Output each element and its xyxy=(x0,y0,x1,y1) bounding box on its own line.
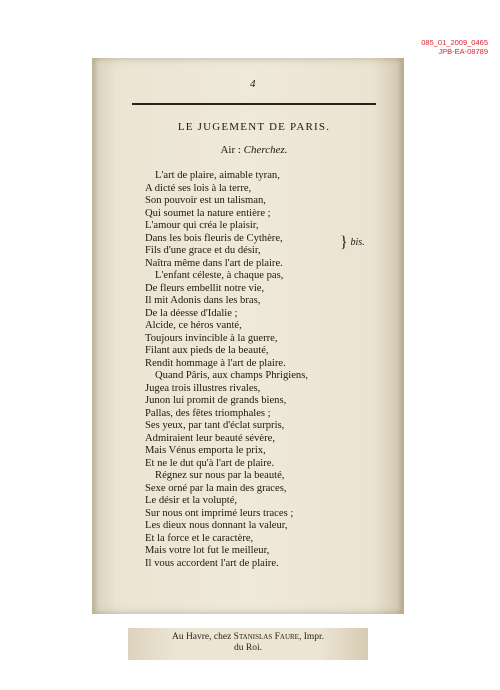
verse-line: Filant aux pieds de la beauté, xyxy=(145,345,269,356)
verse-line: Régnez sur nous par la beauté, xyxy=(155,470,285,481)
verse-line: Sur nous ont imprimé leurs traces ; xyxy=(145,507,294,519)
header-rule xyxy=(132,103,376,105)
imprint-strip xyxy=(128,628,368,660)
verse-line: De la déesse d'Idalie ; xyxy=(145,307,238,319)
verse-line: L'enfant céleste, à chaque pas, xyxy=(155,270,284,281)
archive-reference xyxy=(421,38,488,56)
imprint-suffix: , Impr. xyxy=(298,632,325,642)
archive-ref-line-2: JPB-EA-08789 xyxy=(438,47,488,56)
air-line xyxy=(132,144,376,156)
verse-line: Mais Vénus emporta le prix, xyxy=(145,445,266,456)
verse-line: Il mit Adonis dans les bras, xyxy=(145,295,261,306)
page-right-edge xyxy=(398,58,404,614)
verse-line: Alcide, ce héros vanté, xyxy=(145,320,242,331)
imprint-line-2: du Roi. xyxy=(234,643,262,653)
page-number: 4 xyxy=(250,78,256,90)
imprint-prefix: Au Havre, chez xyxy=(171,632,234,642)
verse-line: Sexe orné par la main des graces, xyxy=(145,482,287,494)
verse-line: L'art de plaire, aimable tyran, xyxy=(155,170,280,181)
archive-ref-line-1: 085_01_2009_0465 xyxy=(421,38,488,47)
verse-line: Naîtra même dans l'art de plaire. xyxy=(145,257,283,269)
verse-line: Qui soumet la nature entière ; xyxy=(145,207,271,219)
verse-line: A dicté ses lois à la terre, xyxy=(145,182,252,194)
verse-line: Pallas, des fêtes triomphales ; xyxy=(145,407,271,419)
verse-line: L'amour qui créa le plaisir, xyxy=(145,220,259,231)
air-label: Air : xyxy=(220,144,241,156)
verse-line: Jugea trois illustres rivales, xyxy=(145,382,261,394)
book-page xyxy=(92,58,404,614)
brace-symbol: } xyxy=(340,234,348,251)
verse-line: Dans les bois fleuris de Cythère, xyxy=(145,232,283,244)
verse-line: Et la force et le caractère, xyxy=(145,532,254,544)
song-title: LE JUGEMENT DE PARIS. xyxy=(177,121,331,133)
verse-line: Junon lui promit de grands biens, xyxy=(145,395,287,406)
verse-line: Fils d'une grace et du désir, xyxy=(145,245,261,256)
bis-label: bis. xyxy=(350,237,365,248)
verse-line: De fleurs embellit notre vie, xyxy=(145,282,265,294)
air-tune: Cherchez. xyxy=(243,144,288,156)
verse-line: Ses yeux, par tant d'éclat surpris, xyxy=(145,420,285,431)
verse-line: Quand Pâris, aux champs Phrigiens, xyxy=(155,370,308,381)
bis-repeat-marker xyxy=(340,234,365,252)
imprint-text xyxy=(136,632,360,654)
verse-line: Les dieux nous donnant la valeur, xyxy=(145,520,288,531)
verse-line: Admiraient leur beauté sévère, xyxy=(145,432,276,444)
verse-line: Son pouvoir est un talisman, xyxy=(145,195,266,206)
verse-line: Il vous accordent l'art de plaire. xyxy=(145,557,279,569)
verse-line: Mais votre lot fut le meilleur, xyxy=(145,545,270,556)
imprint-printer: Stanislas Faure xyxy=(233,632,299,642)
verse-line: Et ne le dut qu'à l'art de plaire. xyxy=(145,457,275,469)
song-verses xyxy=(145,170,395,570)
verse-line: Rendit hommage à l'art de plaire. xyxy=(145,357,286,369)
verse-line: Le désir et la volupté, xyxy=(145,495,238,506)
verse-line: Toujours invincible à la guerre, xyxy=(145,332,278,344)
page-left-edge xyxy=(92,58,98,614)
